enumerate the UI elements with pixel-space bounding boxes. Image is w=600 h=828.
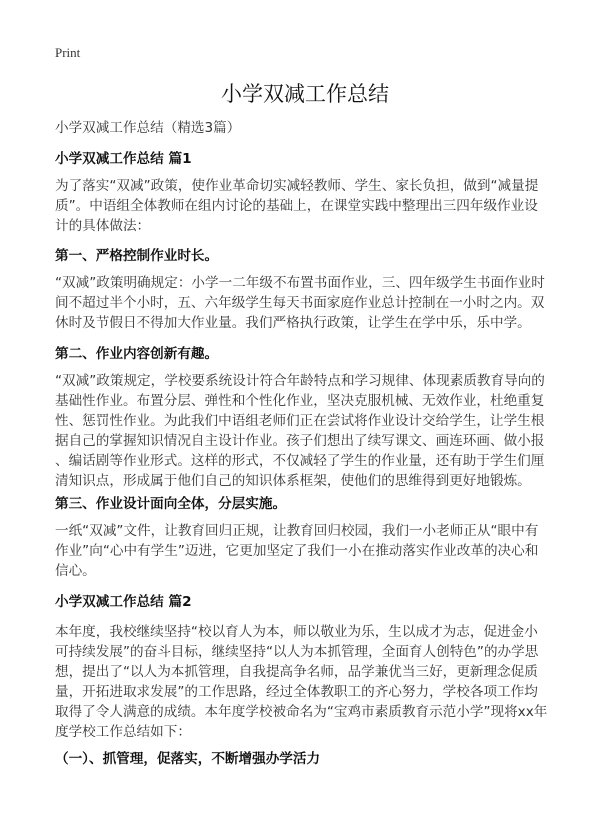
article2-intro	[55, 622, 575, 742]
article1-heading: 小学双减工作总结 篇1	[55, 151, 192, 167]
article2-section1-heading: （一）、抓管理，促落实，不断增强办学活力	[55, 751, 321, 767]
text-line: 取得了令人满意的成绩。本年度学校被命名为“宝鸡市素质教育示范小学”现将xx年	[55, 704, 548, 720]
text-line: 一纸“双减”文件，让教育回归正规，让教育回归校园，我们一小老师正从“眼中有	[55, 523, 539, 539]
text-line: 休时及节假日不得加大作业量。我们严格执行政策，让学生在学中乐，乐中学。	[55, 315, 531, 331]
section2-body	[55, 371, 575, 491]
text-line: “双减”政策明确规定：小学一二年级不布置书面作业，三、四年级学生书面作业时	[55, 275, 545, 291]
text-line: 计的具体做法：	[55, 218, 151, 234]
document-subtitle: 小学双减工作总结（精选3篇）	[55, 120, 241, 136]
text-line: 量，开拓进取求发展”的工作思路，经过全体教职工的齐心努力，学校各项工作均	[55, 684, 538, 700]
text-line: 间不超过半个小时，五、六年级学生每天书面家庭作业总计控制在一小时之内。双	[55, 295, 545, 311]
section2-heading: 第二、作业内容创新有趣。	[55, 346, 219, 362]
text-line: 性、惩罚性作业。为此我们中语组老师们正在尝试将作业设计交给学生，让学生根	[55, 413, 545, 429]
section3-heading: 第三、作业设计面向全体，分层实施。	[55, 496, 287, 512]
text-line: 度学校工作总结如下：	[55, 724, 191, 740]
article1-intro	[55, 176, 575, 236]
text-line: 、编话剧等作业形式。这样的形式，不仅减轻了学生的作业量，还有助于学生们厘	[55, 453, 545, 469]
article2-heading: 小学双减工作总结 篇2	[55, 594, 192, 610]
text-line: 基础性作业。布置分层、弹性和个性化作业，坚决克服机械、无效作业，杜绝重复	[55, 393, 545, 409]
text-line: 据自己的掌握知识情况自主设计作业。孩子们想出了续写课文、画连环画、做小报	[55, 433, 545, 449]
text-line: 质”。中语组全体教师在组内讨论的基础上，在课堂实践中整理出三四年级作业设	[55, 198, 538, 214]
text-line: 作业”向“心中有学生”迈进，它更加坚定了我们一小在推动落实作业改革的决心和	[55, 543, 539, 559]
section1-heading: 第一、严格控制作业时长。	[55, 248, 219, 264]
document-title: 小学双减工作总结	[221, 82, 389, 106]
text-line: 可持续发展”的奋斗目标，继续坚持“以人为本抓管理，全面育人创特色”的办学思	[55, 644, 539, 660]
print-label[interactable]: Print	[55, 45, 81, 60]
text-line: 本年度，我校继续坚持“校以育人为本，师以敬业为乐，生以成才为志，促进金小	[55, 624, 538, 640]
text-line: 为了落实“双减”政策，使作业革命切实减轻教师、学生、家长负担，做到“减量提	[55, 178, 539, 194]
text-line: 信心。	[55, 563, 96, 579]
section3-body	[55, 521, 575, 581]
text-line: “双减”政策规定，学校要系统设计符合年龄特点和学习规律、体现素质教育导向的	[55, 373, 545, 389]
text-line: 清知识点，形成属于他们自己的知识体系框架，使他们的思维得到更好地锻炼。	[55, 473, 531, 489]
text-line: 想，提出了“以人为本抓管理，自我提高争名师，品学兼优当三好，更新理念促质	[55, 664, 538, 680]
section1-body	[55, 273, 575, 333]
